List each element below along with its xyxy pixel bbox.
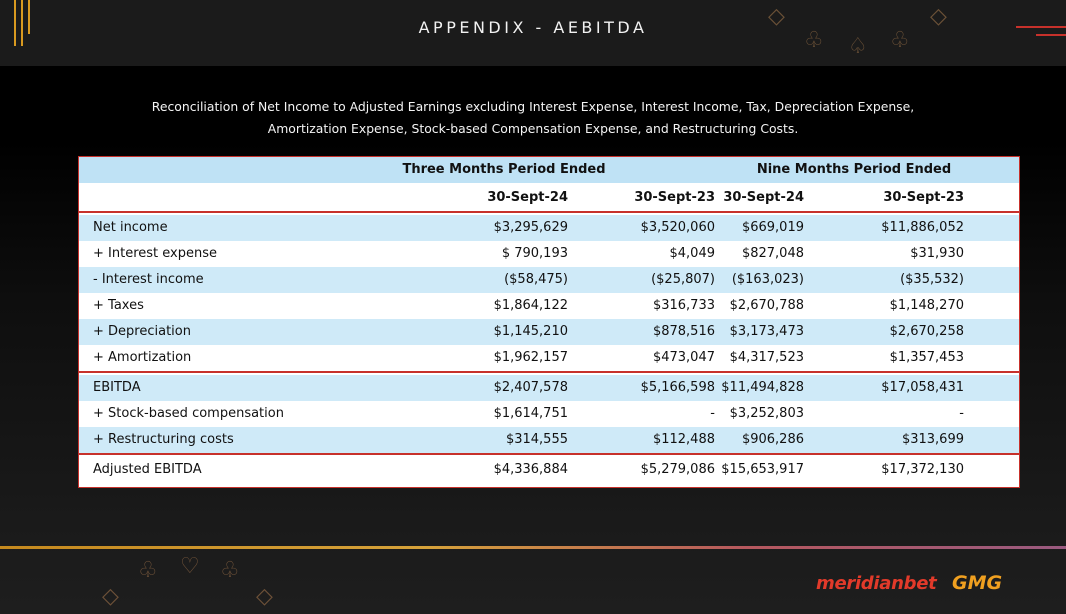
- table-row: [79, 375, 1019, 401]
- header-bar: [0, 0, 1066, 66]
- red-divider: [79, 371, 1019, 373]
- subtitle-line-1: Reconciliation of Net Income to Adjusted Earnings excluding Interest Expense, Interest Income, Tax, Depreciation Expense,: [151, 99, 915, 114]
- suits-decoration-bottom: [100, 550, 300, 614]
- table-cell: $1,962,157: [493, 350, 568, 365]
- table-cell: $31,930: [910, 246, 964, 261]
- table-cell: $3,520,060: [640, 220, 715, 235]
- table-cell: ($58,475): [504, 272, 568, 287]
- table-row: [79, 401, 1019, 427]
- table-cell: $316,733: [652, 298, 715, 313]
- row-label: EBITDA: [93, 380, 141, 395]
- club-icon: ♧: [138, 558, 158, 583]
- table-cell: $1,614,751: [493, 406, 568, 421]
- subtitle-line-2: Amortization Expense, Stock-based Compensation Expense, and Restructuring Costs.: [267, 121, 799, 136]
- row-label: + Restructuring costs: [93, 432, 234, 447]
- table-cell: $5,166,598: [640, 380, 715, 395]
- page-title: APPENDIX - AEBITDA: [418, 18, 648, 37]
- group-header-nine-months: Nine Months Period Ended: [756, 162, 952, 177]
- subtitle: [0, 96, 1066, 140]
- row-label: Adjusted EBITDA: [93, 462, 202, 477]
- table-group-header-row: [79, 157, 1019, 183]
- table-row: [79, 427, 1019, 453]
- red-divider: [79, 453, 1019, 455]
- gmg-logo: GMG: [952, 572, 1003, 594]
- table-cell: $11,494,828: [721, 380, 804, 395]
- table-cell: $878,516: [652, 324, 715, 339]
- diamond-icon: ◇: [102, 584, 119, 609]
- club-icon: ♧: [890, 28, 910, 53]
- group-header-three-months: Three Months Period Ended: [402, 162, 606, 177]
- table-row: [79, 267, 1019, 293]
- diamond-icon: ◇: [930, 4, 947, 29]
- row-label: + Interest expense: [93, 246, 217, 261]
- table-cell: $3,173,473: [729, 324, 804, 339]
- table-row: [79, 319, 1019, 345]
- table-cell: $827,048: [741, 246, 804, 261]
- row-label: Net income: [93, 220, 168, 235]
- table-cell: $669,019: [741, 220, 804, 235]
- table-cell: $17,372,130: [881, 462, 964, 477]
- table-cell: $1,864,122: [493, 298, 568, 313]
- row-label: + Amortization: [93, 350, 192, 365]
- table-cell: $1,145,210: [493, 324, 568, 339]
- column-header: 30-Sept-23: [883, 190, 964, 205]
- table-column-header-row: [79, 185, 1019, 211]
- heart-icon: ♡: [180, 554, 200, 579]
- table-cell: $1,148,270: [889, 298, 964, 313]
- table-row: [79, 345, 1019, 371]
- table-cell: $2,407,578: [493, 380, 568, 395]
- table-row: [79, 215, 1019, 241]
- table-cell: $473,047: [652, 350, 715, 365]
- table-cell: ($163,023): [731, 272, 804, 287]
- table-cell: $112,488: [652, 432, 715, 447]
- row-label: - Interest income: [93, 272, 204, 287]
- table-cell: -: [959, 406, 964, 421]
- table-cell: $ 790,193: [501, 246, 568, 261]
- table-row: [79, 241, 1019, 267]
- red-lines-decoration: [1016, 26, 1066, 40]
- table-cell: -: [710, 406, 715, 421]
- diamond-icon: ◇: [256, 584, 273, 609]
- table-cell: $3,295,629: [493, 220, 568, 235]
- meridianbet-logo: meridianbet: [816, 573, 937, 594]
- table-cell: $17,058,431: [881, 380, 964, 395]
- table-cell: $11,886,052: [881, 220, 964, 235]
- table-cell: $5,279,086: [640, 462, 715, 477]
- table-cell: $4,336,884: [493, 462, 568, 477]
- table-cell: ($25,807): [651, 272, 715, 287]
- table-cell: $906,286: [741, 432, 804, 447]
- club-icon: ♧: [804, 28, 824, 53]
- diamond-icon: ◇: [768, 4, 785, 29]
- row-label: + Stock-based compensation: [93, 406, 284, 421]
- table-row: [79, 457, 1019, 483]
- column-header: 30-Sept-24: [723, 190, 804, 205]
- red-divider: [79, 211, 1019, 213]
- club-icon: ♧: [220, 558, 240, 583]
- table-cell: $4,317,523: [729, 350, 804, 365]
- table-cell: $3,252,803: [729, 406, 804, 421]
- table-cell: $2,670,788: [729, 298, 804, 313]
- table-cell: $1,357,453: [889, 350, 964, 365]
- table-row: [79, 293, 1019, 319]
- footer-gradient-line: [0, 546, 1066, 549]
- table-cell: $4,049: [669, 246, 715, 261]
- table-cell: ($35,532): [900, 272, 964, 287]
- row-label: + Depreciation: [93, 324, 191, 339]
- column-header: 30-Sept-23: [634, 190, 715, 205]
- spade-icon: ♤: [848, 34, 868, 59]
- table-cell: $15,653,917: [721, 462, 804, 477]
- table-cell: $314,555: [505, 432, 568, 447]
- table-cell: $313,699: [901, 432, 964, 447]
- aebitda-table: [78, 156, 1020, 488]
- column-header: 30-Sept-24: [487, 190, 568, 205]
- table-cell: $2,670,258: [889, 324, 964, 339]
- row-label: + Taxes: [93, 298, 144, 313]
- suits-decoration-top: [740, 0, 980, 66]
